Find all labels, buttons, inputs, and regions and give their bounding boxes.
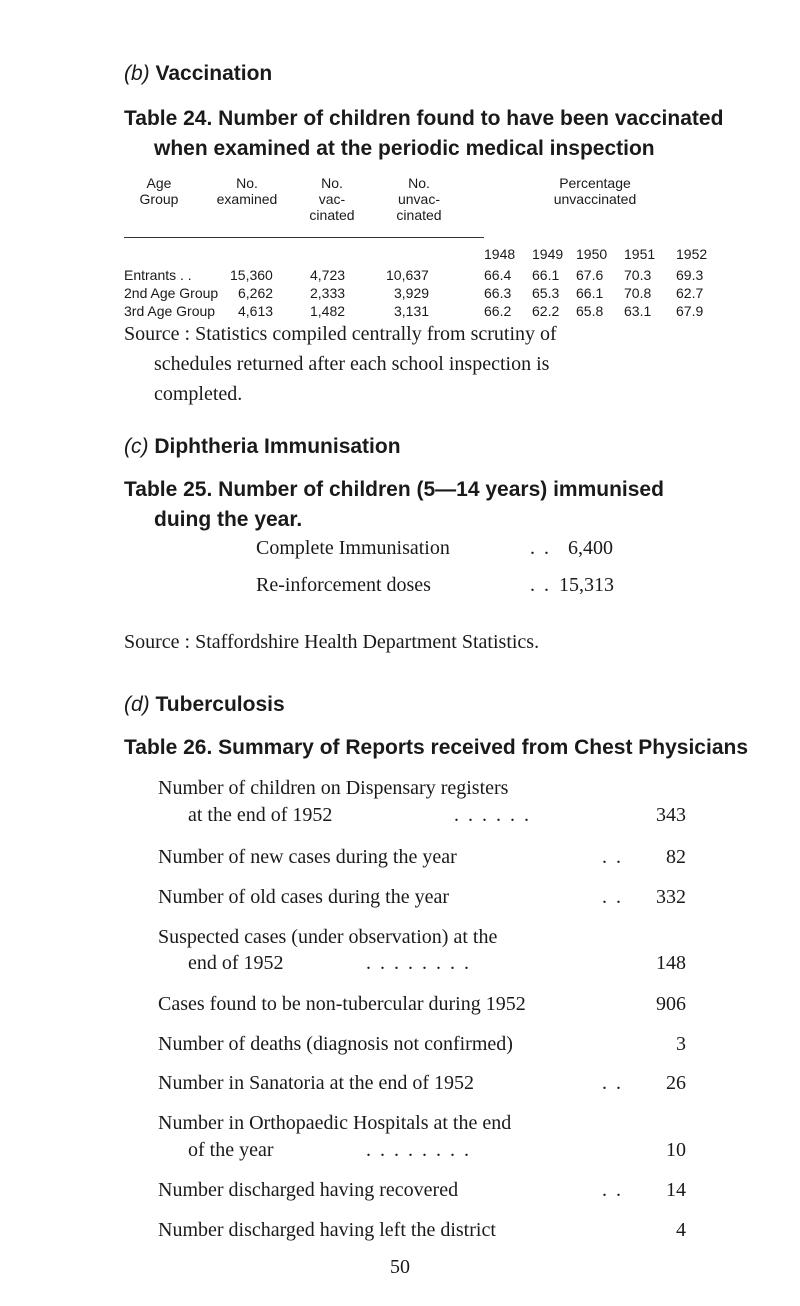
row-pct: 70.3: [624, 267, 652, 283]
col-header-examined: No. examined: [216, 175, 278, 207]
row-examined: 15,360: [230, 267, 273, 283]
year-header: 1948: [484, 246, 516, 262]
row-examined: 4,613: [238, 303, 274, 319]
year-header: 1949: [532, 246, 564, 262]
year-header: 1950: [576, 246, 608, 262]
tb-item-value: 906: [656, 993, 686, 1015]
row-pct: 66.3: [484, 285, 512, 301]
tb-item-value: 332: [656, 886, 686, 908]
row-unvaccinated: 3,131: [394, 303, 430, 319]
tb-item-label: Number in Orthopaedic Hospitals at the end: [158, 1112, 512, 1134]
tb-item-label: Number of deaths (diagnosis not confirmed): [158, 1033, 513, 1055]
col-header-vaccinated: No. vac- cinated: [309, 175, 355, 223]
section-title: Diphtheria Immunisation: [154, 435, 401, 458]
tb-item-label-cont: at the end of 1952: [188, 804, 333, 826]
leader-dots: . . . . . .: [454, 804, 531, 826]
section-title: Vaccination: [155, 62, 273, 85]
diphtheria-source: Source : Staffordshire Health Department Statistics.: [124, 631, 540, 653]
leader-dots: . .: [530, 537, 551, 559]
page-number: 50: [390, 1256, 410, 1278]
section-letter: (b): [124, 62, 150, 85]
tb-item-value: 4: [676, 1219, 686, 1241]
row-pct: 65.8: [576, 303, 604, 319]
table-26-title: Table 26. Summary of Reports received from Chest Physicians: [124, 736, 749, 759]
row-pct: 66.4: [484, 267, 512, 283]
section-letter: (c): [124, 435, 149, 458]
row-pct: 66.2: [484, 303, 512, 319]
tb-item-label: Suspected cases (under observation) at the: [158, 926, 498, 948]
leader-dots: . .: [602, 846, 623, 868]
tb-item-value: 82: [666, 846, 686, 868]
leader-dots: . .: [602, 1072, 623, 1094]
table-title-line1: Table 25. Number of children (5—14 years) immunised: [124, 478, 664, 501]
tb-item-label-cont: end of 1952: [188, 952, 284, 974]
col-header-percentage: Percentage unvaccinated: [553, 175, 637, 207]
row-pct: 66.1: [576, 285, 604, 301]
row-pct: 67.9: [676, 303, 704, 319]
source-line: Source : Statistics compiled centrally from scrutiny of: [124, 323, 557, 345]
col-header-age: Age Group: [139, 175, 179, 207]
immunisation-label: Complete Immunisation: [256, 537, 450, 559]
immunisation-label: Re-inforcement doses: [256, 574, 431, 596]
row-pct: 63.1: [624, 303, 652, 319]
tb-item-value: 3: [676, 1033, 686, 1055]
tb-item-value: 26: [666, 1072, 686, 1094]
leader-dots: . . . . . . . .: [366, 952, 471, 974]
tb-item-value: 10: [666, 1139, 686, 1161]
tb-item-label: Number in Sanatoria at the end of 1952: [158, 1072, 475, 1094]
tb-item-value: 148: [656, 952, 686, 974]
header-rule: [124, 237, 484, 238]
leader-dots: . .: [530, 574, 551, 596]
leader-dots: . .: [602, 1179, 623, 1201]
row-vaccinated: 4,723: [310, 267, 346, 283]
tb-item-label: Number of old cases during the year: [158, 886, 450, 908]
col-header-unvaccinated: No. unvac- cinated: [396, 175, 442, 223]
year-header: 1951: [624, 246, 656, 262]
tb-item-label: Number discharged having left the district: [158, 1219, 496, 1241]
row-vaccinated: 1,482: [310, 303, 346, 319]
row-pct: 70.8: [624, 285, 652, 301]
row-group: 2nd Age Group: [124, 285, 219, 301]
year-header: 1952: [676, 246, 708, 262]
tb-item-value: 343: [656, 804, 686, 826]
row-pct: 69.3: [676, 267, 704, 283]
section-heading-vaccination: [124, 62, 272, 86]
row-pct: 62.2: [532, 303, 560, 319]
leader-dots: . .: [602, 886, 623, 908]
section-letter: (d): [124, 693, 150, 716]
row-unvaccinated: 3,929: [394, 285, 430, 301]
row-examined: 6,262: [238, 285, 274, 301]
leader-dots: . . . . . . . .: [366, 1139, 471, 1161]
table-title-line2: when examined at the periodic medical inspection: [154, 137, 655, 160]
tb-item-label-cont: of the year: [188, 1139, 274, 1161]
row-group: 3rd Age Group: [124, 303, 216, 319]
tb-item-label: Number of children on Dispensary registers: [158, 777, 509, 799]
row-pct: 62.7: [676, 285, 704, 301]
row-pct: 66.1: [532, 267, 560, 283]
row-vaccinated: 2,333: [310, 285, 346, 301]
table-24-title: [124, 104, 744, 164]
source-line: schedules returned after each school inspection is: [154, 353, 550, 375]
table-25-title: [124, 475, 744, 535]
section-heading-diphtheria: [124, 435, 401, 459]
vaccination-source: [124, 319, 744, 409]
row-group: Entrants . .: [124, 267, 192, 283]
tb-item-value: 14: [666, 1179, 686, 1201]
section-heading-tuberculosis: [124, 693, 285, 717]
immunisation-value: 15,313: [559, 574, 614, 596]
section-title: Tuberculosis: [155, 693, 285, 716]
table-title-line2: duing the year.: [154, 508, 303, 531]
immunisation-value: 6,400: [568, 537, 613, 559]
tb-item-label: Number discharged having recovered: [158, 1179, 459, 1201]
table-title-line1: Table 24. Number of children found to have been vaccinated: [124, 107, 724, 130]
source-line: completed.: [154, 383, 243, 405]
row-pct: 65.3: [532, 285, 560, 301]
row-pct: 67.6: [576, 267, 604, 283]
tb-item-label: Cases found to be non-tubercular during 1952: [158, 993, 526, 1015]
row-unvaccinated: 10,637: [386, 267, 429, 283]
tb-item-label: Number of new cases during the year: [158, 846, 457, 868]
